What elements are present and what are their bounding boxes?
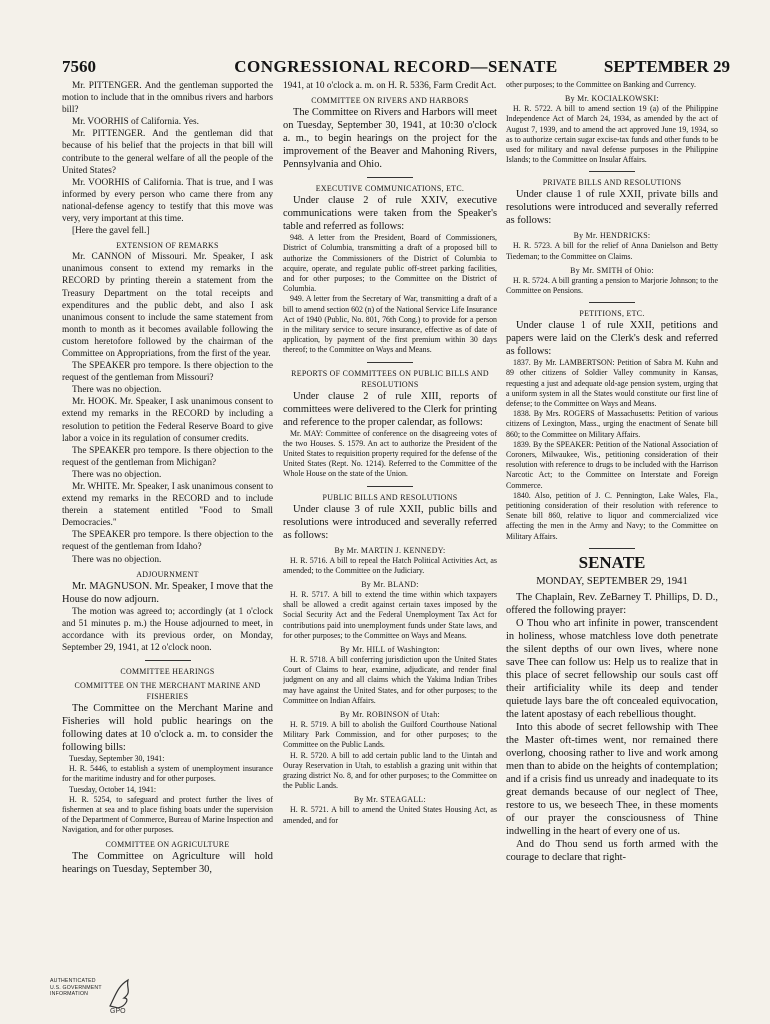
paragraph: The Committee on Agriculture will hold hearings on Tuesday, September 30, xyxy=(62,850,273,875)
paragraph: Mr. PITTENGER. And the gentleman supported the motion to include that in the omnibus rivers and harbors bill? xyxy=(62,81,273,116)
paragraph: The Chaplain, Rev. ZeBarney T. Phillips, D. D., offered the following prayer: xyxy=(506,591,718,616)
section-heading: By Mr. ROBINSON of Utah: xyxy=(340,709,440,719)
section-heading: EXECUTIVE COMMUNICATIONS, ETC. xyxy=(315,184,465,194)
section-divider xyxy=(589,302,635,303)
section-divider xyxy=(367,177,413,178)
paragraph: Mr. VOORHIS of California. Yes. xyxy=(72,117,199,128)
paragraph: [Here the gavel fell.] xyxy=(72,226,150,237)
section-heading: EXTENSION OF REMARKS xyxy=(116,241,219,251)
section-divider xyxy=(367,486,413,487)
section-heading: COMMITTEE HEARINGS xyxy=(120,667,215,677)
fine-print-paragraph: Tuesday, September 30, 1941: xyxy=(69,754,165,764)
fine-print-paragraph: 1840. Also, petition of J. C. Pennington, Lake Wales, Fla., petitioning consideration of their resolution with reference to Senate bill 860, relative to liquor and commercialized vice affecting the men in the Army and Navy; to the Committee on Military Affairs. xyxy=(506,490,718,541)
section-heading: COMMITTEE ON AGRICULTURE xyxy=(105,839,230,849)
fine-print-paragraph: Tuesday, October 14, 1941: xyxy=(69,784,157,794)
paragraph: Under clause 1 of rule XXII, petitions and papers were laid on the Clerk's desk and referred as follows: xyxy=(506,320,718,358)
section-heading: PRIVATE BILLS AND RESOLUTIONS xyxy=(542,178,682,188)
fine-print-paragraph: H. R. 5716. A bill to repeal the Hatch Political Activities Act, as amended; to the Committee on the Judiciary. xyxy=(283,555,497,575)
paragraph: Mr. CANNON of Missouri. Mr. Speaker, I ask unanimous consent to extend my remarks in the RECORD by printing therein a statement from the Treasury Department on the total receipts and expenditures and the public debt, and also I ask unanimous consent to include the same statement from month to month as it becomes available following the custom heretofore followed by the chairman of the Committee on Appropriations, from the first of the year. xyxy=(62,252,273,359)
paragraph: The Committee on the Merchant Marine and Fisheries will hold public hearings on the following dates at 10 o'clock a. m. to consider the following bills: xyxy=(62,703,273,754)
page-header xyxy=(62,57,730,77)
paragraph: The Committee on Rivers and Harbors will meet on Tuesday, September 30, 1941, at 10:30 o'clock a. m., to begin hearings on the project for the improvement of the Beaver and Mahoning Rivers, Pennsylvania and Ohio. xyxy=(283,107,497,171)
fine-print-paragraph: 1838. By Mrs. ROGERS of Massachusetts: Petition of various citizens of Lexington, Mass., urging the enactment of Senate bill 860; to the Committee on Military Affairs. xyxy=(506,409,718,439)
section-heading: By Mr. MARTIN J. KENNEDY: xyxy=(334,545,446,555)
section-heading: PETITIONS, ETC. xyxy=(579,309,645,319)
fine-print-paragraph: H. R. 5722. A bill to amend section 19 (a) of the Philippine Independence Act of March 24, 1934, as amended by the act of August 7, 1939, and to amend the act approved June 19, 1934, so as to authorize certain sugar excise-tax funds and other funds to be used for military and naval defense purposes in the Philippine Islands; to the Committee on Insular Affairs. xyxy=(506,104,718,165)
section-heading: ADJOURNMENT xyxy=(136,569,199,579)
paragraph: Under clause 1 of rule XXII, private bills and resolutions were introduced and severally referred as follows: xyxy=(506,189,718,227)
page-number: 7560 xyxy=(62,57,96,76)
fine-print-paragraph: Mr. MAY: Committee of conference on the disagreeing votes of the two Houses. S. 1579. An act to authorize the President of the United States to requisition property required for the defense of the United States (Rept. No. 1214). Referred to the Committee of the Whole House on the state of the Union. xyxy=(283,428,497,479)
gpo-authentication-seal xyxy=(50,976,140,1016)
paragraph: The SPEAKER pro tempore. Is there objection to the request of the gentleman from Idaho? xyxy=(62,530,273,553)
fine-print-paragraph: H. R. 5254, to safeguard and protect further the lives of fishermen at sea and to place fishing boats under the supervision of the Department of Commerce, Bureau of Marine Inspection and Navigation, and for other purposes. xyxy=(62,794,273,835)
section-divider xyxy=(367,362,413,363)
fine-print-paragraph: H. R. 5720. A bill to add certain public land to the Uintah and Ouray Reservation in Utah, to establish a grazing unit within that grazing district No. 8, and for other purposes; to the Committee on the Public Lands. xyxy=(283,750,497,791)
section-divider xyxy=(589,548,635,549)
fine-print-paragraph: H. R. 5446, to establish a system of unemployment insurance for the maritime industry and for other purposes. xyxy=(62,764,273,784)
paragraph: There was no objection. xyxy=(72,554,162,565)
section-divider xyxy=(145,660,191,661)
fine-print-paragraph: H. R. 5721. A bill to amend the United States Housing Act, as amended, and for xyxy=(283,805,497,825)
section-heading: COMMITTEE ON THE MERCHANT MARINE AND FISHERIES xyxy=(74,681,261,702)
fine-print-paragraph: H. R. 5724. A bill granting a pension to Marjorie Johnson; to the Committee on Pensions. xyxy=(506,275,718,296)
section-divider xyxy=(589,171,635,172)
paragraph: O Thou who art infinite in power, transcendent in holiness, whose matchless love doth penetrate the silent depths of our own lives, where none save Thee can follow us: Help us to realize that in this place of secret fellowship our souls cast off their artificiality while its deep and tender quietude lays bare the oft concealed equivocation, the latent apostasy of each rebellious thought. xyxy=(506,617,718,720)
running-title: CONGRESSIONAL RECORD—SENATE xyxy=(234,57,558,76)
paragraph: 1941, at 10 o'clock a. m. on H. R. 5336, Farm Credit Act. xyxy=(283,81,497,91)
senate-heading: SENATE xyxy=(578,552,646,572)
fine-print-paragraph: 1839. By the SPEAKER: Petition of the National Association of Coroners, Milwaukee, Wis., petitioning consideration of their resolution with reference to drugs to be included with the Harrison Narcotic Act; to the Committee on Interstate and Foreign Commerce. xyxy=(506,439,718,490)
fine-print-paragraph: 949. A letter from the Secretary of War, transmitting a draft of a bill to amend section 602 (n) of the National Service Life Insurance Act of 1940 (Public, No. 801, 76th Cong.) to provide for a person in the military service to secure insurance, effective as of date of application, by payment of the first premium within 30 days thereof; to the Committee on Ways and Means. xyxy=(283,294,497,355)
paragraph: The motion was agreed to; accordingly (at 1 o'clock and 51 minutes p. m.) the House adjourned to meet, in accordance with its previous order, on Monday, September 29, 1941, at 12 o'clock noon. xyxy=(62,606,273,653)
paragraph: Mr. MAGNUSON. Mr. Speaker, I move that the House do now adjourn. xyxy=(62,580,273,605)
column-2 xyxy=(283,80,497,986)
paragraph: Mr. HOOK. Mr. Speaker, I ask unanimous consent to extend my remarks in the RECORD by including a resolution to petition the Federal Reserve Board to give labor a voice in its regulation of consumer credits. xyxy=(62,397,273,444)
section-heading: REPORTS OF COMMITTEES ON PUBLIC BILLS AND RESOLUTIONS xyxy=(291,368,489,389)
seal-text: AUTHENTICATED U.S. GOVERNMENT INFORMATION xyxy=(50,978,102,997)
fine-print-paragraph: 1837. By Mr. LAMBERTSON: Petition of Sabra M. Kuhn and 89 other citizens of Soldier Valley community in Kansas, requesting a just and adequate old-age pension system, urging that a uniform system in all the States would constitute our first line of defense; to the Committee on Ways and Means. xyxy=(506,358,718,409)
fine-print-paragraph: H. R. 5719. A bill to abolish the Guilford Courthouse National Military Park Commission, and for other purposes; to the Committee on the Public Lands. xyxy=(283,719,497,750)
fine-print-paragraph: other purposes; to the Committee on Banking and Currency. xyxy=(506,80,696,89)
paragraph: Mr. WHITE. Mr. Speaker, I ask unanimous consent to extend my remarks in the RECORD and to include therein a statement entitled "Food to Small Democracies." xyxy=(62,482,273,529)
section-heading: By Mr. HENDRICKS: xyxy=(573,231,651,241)
paragraph: Into this abode of secret fellowship with Thee the Master oft-times went, nor remained there overlong, choosing rather to live and work among men than to abide on the heights of contemplation; and if a crisis find us unready and inadequate to its great demands because of our neglect of Thee, restore to us, we beseech Thee, in these moments of our prayer the consciousness of Thine indwelling in the heart of every one of us. xyxy=(506,721,718,837)
paragraph: The SPEAKER pro tempore. Is there objection to the request of the gentleman from Michigan? xyxy=(62,445,273,468)
column-3 xyxy=(506,80,718,986)
paragraph: Under clause 3 of rule XXII, public bills and resolutions were introduced and severally referred as follows: xyxy=(283,503,497,541)
section-heading: By Mr. BLAND: xyxy=(361,579,419,589)
paragraph: There was no objection. xyxy=(72,385,162,396)
fine-print-paragraph: H. R. 5723. A bill for the relief of Anna Danielson and Betty Tiedeman; to the Committee on Claims. xyxy=(506,241,718,261)
paragraph: Mr. VOORHIS of California. That is true, and I was informed by every person who came there from any national-defense agency to testify that this move was very, very important at this time. xyxy=(62,177,273,225)
column-1 xyxy=(62,80,273,986)
paragraph: The SPEAKER pro tempore. Is there objection to the request of the gentleman from Missouri? xyxy=(62,361,273,384)
section-heading: PUBLIC BILLS AND RESOLUTIONS xyxy=(322,492,458,502)
header-date: SEPTEMBER 29 xyxy=(603,57,730,76)
eagle-logo-icon xyxy=(106,976,136,1014)
fine-print-paragraph: H. R. 5717. A bill to extend the time within which taxpayers shall be allowed a credit against certain taxes imposed by the Social Security Act and the Federal Unemployment Tax Act for contributions paid into unemployment funds under State laws, and for other purposes; to the Committee on Ways and Means. xyxy=(283,589,497,640)
paragraph: Under clause 2 of rule XXIV, executive communications were taken from the Speaker's table and referred as follows: xyxy=(283,195,497,233)
section-heading: By Mr. SMITH of Ohio: xyxy=(570,265,654,275)
section-heading: By Mr. STEAGALL: xyxy=(353,795,427,805)
paragraph: And do Thou send us forth armed with the courage to declare that right- xyxy=(506,838,718,863)
fine-print-paragraph: H. R. 5718. A bill conferring jurisdiction upon the United States Court of Claims to hear, examine, adjudicate, and render final judgment on any and all claims which the Yakima Indian Tribes may have against the United States, and for other purposes; to the Committee on Indian Affairs. xyxy=(283,654,497,705)
section-heading: By Mr. KOCIALKOWSKI: xyxy=(565,94,659,104)
paragraph: Mr. PITTENGER. And the gentleman did that because of his belief that the projects in that bill will contribute to the general welfare of all the people of the United States? xyxy=(62,129,273,176)
paragraph: There was no objection. xyxy=(72,469,162,480)
section-heading: By Mr. HILL of Washington: xyxy=(340,644,440,654)
fine-print-paragraph: 948. A letter from the President, Board of Commissioners, District of Columbia, transmitting a draft of a proposed bill to authorize the Commissioners of the District of Columbia to acquire, operate, and regulate public off-street parking facilities, and for other purposes; to the Committee on the District of Columbia. xyxy=(283,233,497,294)
seal-gpo-label: GPO xyxy=(110,1008,126,1014)
senate-dateline: MONDAY, SEPTEMBER 29, 1941 xyxy=(536,575,688,587)
section-heading: COMMITTEE ON RIVERS AND HARBORS xyxy=(311,96,469,106)
paragraph: Under clause 2 of rule XIII, reports of committees were delivered to the Clerk for printing and reference to the proper calendar, as follows: xyxy=(283,390,497,428)
